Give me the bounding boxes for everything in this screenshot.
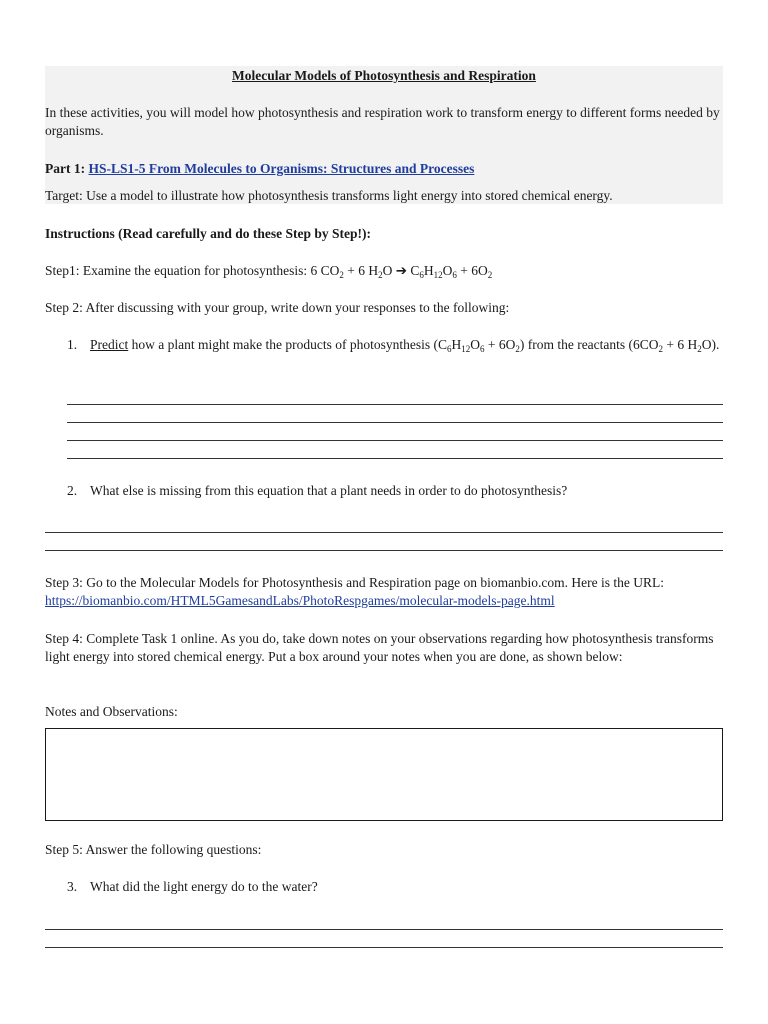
standard-link[interactable]: HS-LS1-5 From Molecules to Organisms: Structures and Processes xyxy=(88,161,475,176)
answer-line[interactable] xyxy=(67,404,723,405)
step1-text: C xyxy=(407,263,420,278)
step5-text: Step 5: Answer the following questions: xyxy=(45,842,262,857)
subscript: 12 xyxy=(461,344,471,354)
answer-line[interactable] xyxy=(67,422,723,423)
step4-text: Step 4: Complete Task 1 online. As you do, take down notes on your observations regarding how photosynthesis transforms light energy into stored chemical energy. Put a box around your notes when you are done, as shown below: xyxy=(45,631,714,664)
instructions-heading: Instructions (Read carefully and do these Step by Step!): xyxy=(45,226,372,241)
question-1-number: 1. xyxy=(67,337,78,352)
step3-body: Step 3: Go to the Molecular Models for Photosynthesis and Respiration page on biomanbio.com. Here is the URL: xyxy=(45,575,665,590)
target-statement: Target: Use a model to illustrate how photosynthesis transforms light energy into stored chemical energy. xyxy=(45,188,613,203)
q1-text-part: + 6O xyxy=(484,337,516,352)
subscript: 2 xyxy=(658,344,664,354)
q1-text-part: ) from the reactants (6CO xyxy=(519,337,659,352)
notes-label: Notes and Observations: xyxy=(45,704,178,719)
subscript: 6 xyxy=(419,270,424,280)
q1-text-part: H xyxy=(451,337,462,352)
question-1-text xyxy=(90,336,720,354)
q1-text-part: + 6 H xyxy=(663,337,698,352)
step3-text xyxy=(45,574,725,610)
subscript: 2 xyxy=(487,270,493,280)
step1-text: + 6O xyxy=(456,263,488,278)
part1-label: Part 1: xyxy=(45,161,89,176)
subscript: 6 xyxy=(452,270,457,280)
q1-text-part: O). xyxy=(701,337,720,352)
answer-line[interactable] xyxy=(67,458,723,459)
subscript: 2 xyxy=(697,344,702,354)
step1-text: O xyxy=(382,263,396,278)
subscript: 12 xyxy=(433,270,443,280)
subscript: 2 xyxy=(339,270,344,280)
q1-text-part: O xyxy=(470,337,480,352)
question-2-number: 2. xyxy=(67,483,78,498)
q1-text-part: how a plant might make the products of photosynthesis (C xyxy=(128,337,447,352)
step1-text: H xyxy=(423,263,434,278)
subscript: 2 xyxy=(515,344,520,354)
arrow-right-icon: ➔ xyxy=(395,263,408,278)
subscript: 2 xyxy=(378,270,383,280)
step1-equation xyxy=(45,262,492,280)
predict-keyword: Predict xyxy=(90,337,129,352)
subscript: 6 xyxy=(446,344,452,354)
notes-box[interactable] xyxy=(45,728,723,821)
intro-paragraph: In these activities, you will model how photosynthesis and respiration work to transform energy to different forms needed by organisms. xyxy=(45,105,720,138)
step2-text: Step 2: After discussing with your group, write down your responses to the following: xyxy=(45,300,510,315)
answer-line[interactable] xyxy=(67,440,723,441)
step1-text: O xyxy=(442,263,453,278)
answer-line[interactable] xyxy=(45,550,723,551)
document-title: Molecular Models of Photosynthesis and Respiration xyxy=(232,68,536,83)
answer-line[interactable] xyxy=(45,532,723,533)
question-3-text: What did the light energy do to the water? xyxy=(90,879,318,894)
question-3-number: 3. xyxy=(67,879,78,894)
step1-text: Step1: Examine the equation for photosynthesis: 6 CO xyxy=(45,263,340,278)
answer-line[interactable] xyxy=(45,929,723,930)
step1-text: + 6 H xyxy=(343,263,379,278)
subscript: 6 xyxy=(479,344,485,354)
answer-line[interactable] xyxy=(45,947,723,948)
question-2-text: What else is missing from this equation that a plant needs in order to do photosynthesis? xyxy=(90,483,568,498)
biomanbio-url-link[interactable]: https://biomanbio.com/HTML5GamesandLabs/PhotoRespgames/molecular-models-page.html xyxy=(45,593,555,608)
part1-heading xyxy=(45,160,474,178)
